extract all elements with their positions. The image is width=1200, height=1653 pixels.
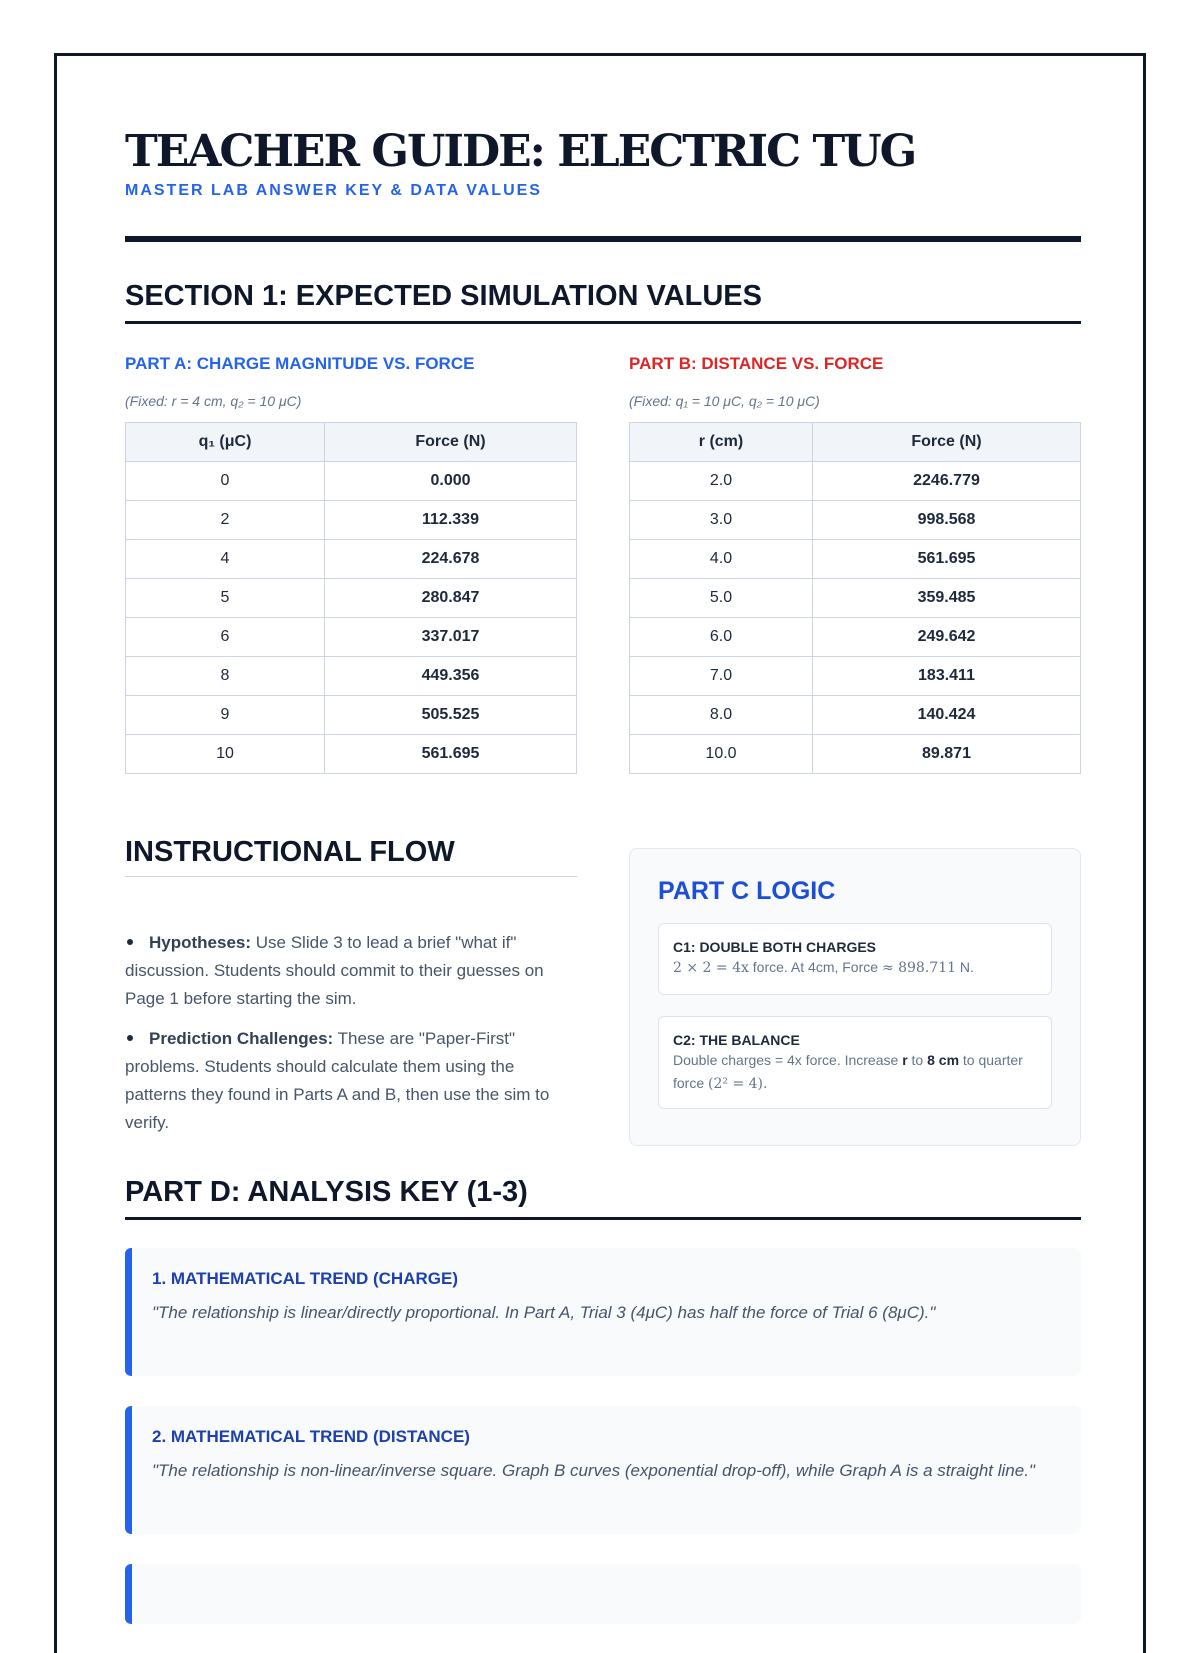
section1-title: SECTION 1: EXPECTED SIMULATION VALUES — [125, 280, 762, 312]
table-row — [126, 462, 577, 501]
table-row — [126, 579, 577, 618]
guide-page — [54, 53, 1146, 1653]
table-cell: 183.411 — [813, 657, 1081, 696]
table-cell: 0 — [126, 462, 325, 501]
part-b-fixed-note: (Fixed: q₁ = 10 μC, q₂ = 10 μC) — [629, 393, 820, 409]
table-cell: 5.0 — [630, 579, 813, 618]
table-cell: 5 — [126, 579, 325, 618]
table-header-row — [126, 423, 577, 462]
table-cell: 249.642 — [813, 618, 1081, 657]
analysis-item-3 — [125, 1564, 1081, 1624]
list-item-text: Use Slide 3 to lead a brief "what if" discussion. Students should commit to their guesses on Page 1 before starting the sim. — [125, 933, 544, 1008]
section1-divider — [125, 321, 1081, 324]
c1-approx: ≈ 898.711 — [881, 960, 957, 976]
table-row — [126, 696, 577, 735]
table-row — [126, 540, 577, 579]
table-cell: 449.356 — [325, 657, 577, 696]
column-header: Force (N) — [813, 423, 1081, 462]
analysis-divider — [125, 1217, 1081, 1220]
analysis-item-text: "The relationship is linear/directly proportional. In Part A, Trial 3 (4μC) has half the force of Trial 6 (8μC)." — [152, 1303, 936, 1322]
table-row — [630, 462, 1081, 501]
list-item-label: Prediction Challenges: — [149, 1029, 334, 1048]
bullet-icon — [127, 939, 133, 945]
table-row — [630, 579, 1081, 618]
part-b-table — [629, 422, 1081, 774]
c2-text-a: Double charges = 4x force. Increase — [673, 1052, 899, 1068]
table-cell: 561.695 — [813, 540, 1081, 579]
c1-math: 2 × 2 = 4x — [673, 960, 749, 976]
table-cell: 998.568 — [813, 501, 1081, 540]
table-row — [126, 618, 577, 657]
table-cell: 10 — [126, 735, 325, 774]
table-cell: 4 — [126, 540, 325, 579]
table-cell: 112.339 — [325, 501, 577, 540]
c2-text-b: to quarter force — [673, 1052, 1023, 1091]
flow-title: INSTRUCTIONAL FLOW — [125, 836, 455, 868]
table-cell: 140.424 — [813, 696, 1081, 735]
c2-title: C2: THE BALANCE — [673, 1032, 800, 1048]
table-cell: 4.0 — [630, 540, 813, 579]
table-cell: 224.678 — [325, 540, 577, 579]
table-row — [126, 501, 577, 540]
flow-list — [125, 929, 577, 1149]
analysis-item-title: 1. MATHEMATICAL TREND (CHARGE) — [152, 1269, 458, 1288]
c1-card — [658, 923, 1052, 995]
c2-text — [673, 1049, 1037, 1096]
column-header: Force (N) — [325, 423, 577, 462]
table-cell: 337.017 — [325, 618, 577, 657]
table-row — [126, 735, 577, 774]
table-row — [630, 618, 1081, 657]
table-cell: 2246.779 — [813, 462, 1081, 501]
table-row — [630, 735, 1081, 774]
header-divider — [125, 236, 1081, 242]
table-cell: 3.0 — [630, 501, 813, 540]
analysis-item-text: "The relationship is non-linear/inverse square. Graph B curves (exponential drop-off), while Graph A is a straight line." — [152, 1461, 1035, 1480]
table-row — [630, 501, 1081, 540]
c1-title: C1: DOUBLE BOTH CHARGES — [673, 939, 877, 955]
c2-card — [658, 1016, 1052, 1109]
table-cell: 89.871 — [813, 735, 1081, 774]
c1-text-mid: force. At 4cm, Force — [752, 959, 879, 975]
page-title: TEACHER GUIDE: ELECTRIC TUG — [125, 126, 916, 177]
table-cell: 359.485 — [813, 579, 1081, 618]
table-cell: 7.0 — [630, 657, 813, 696]
analysis-item-2 — [125, 1406, 1081, 1534]
c2-dist: 8 cm — [927, 1052, 960, 1068]
c2-r: r — [902, 1052, 908, 1068]
c1-unit: N. — [959, 959, 974, 975]
c2-math: (2² = 4). — [708, 1076, 768, 1092]
part-c-title: PART C LOGIC — [658, 877, 836, 905]
analysis-title: PART D: ANALYSIS KEY (1-3) — [125, 1176, 528, 1208]
page-subtitle: MASTER LAB ANSWER KEY & DATA VALUES — [125, 182, 542, 199]
part-a-table — [125, 422, 577, 774]
list-item — [125, 1025, 577, 1137]
flow-divider — [125, 876, 577, 877]
part-a-fixed-note: (Fixed: r = 4 cm, q₂ = 10 μC) — [125, 393, 302, 409]
table-cell: 8.0 — [630, 696, 813, 735]
table-cell: 9 — [126, 696, 325, 735]
c2-to: to — [911, 1052, 924, 1068]
part-c-logic-box — [629, 848, 1081, 1146]
table-row — [126, 657, 577, 696]
table-cell: 8 — [126, 657, 325, 696]
table-cell: 505.525 — [325, 696, 577, 735]
table-cell: 2.0 — [630, 462, 813, 501]
table-cell: 10.0 — [630, 735, 813, 774]
table-cell: 2 — [126, 501, 325, 540]
part-b-title: PART B: DISTANCE VS. FORCE — [629, 354, 884, 373]
bullet-icon — [127, 1035, 133, 1041]
analysis-item-title: 2. MATHEMATICAL TREND (DISTANCE) — [152, 1427, 470, 1446]
table-header-row — [630, 423, 1081, 462]
column-header: q₁ (μC) — [126, 423, 325, 462]
part-a-title: PART A: CHARGE MAGNITUDE VS. FORCE — [125, 354, 475, 373]
c1-text — [673, 956, 1037, 980]
column-header: r (cm) — [630, 423, 813, 462]
table-cell: 6.0 — [630, 618, 813, 657]
table-cell: 561.695 — [325, 735, 577, 774]
analysis-item-1 — [125, 1248, 1081, 1376]
table-row — [630, 696, 1081, 735]
list-item — [125, 929, 577, 1013]
table-row — [630, 540, 1081, 579]
table-row — [630, 657, 1081, 696]
list-item-text: These are "Paper-First" problems. Students should calculate them using the patterns they found in Parts A and B, then use the sim to verify. — [125, 1029, 550, 1132]
table-cell: 6 — [126, 618, 325, 657]
table-cell: 0.000 — [325, 462, 577, 501]
table-cell: 280.847 — [325, 579, 577, 618]
list-item-label: Hypotheses: — [149, 933, 252, 952]
